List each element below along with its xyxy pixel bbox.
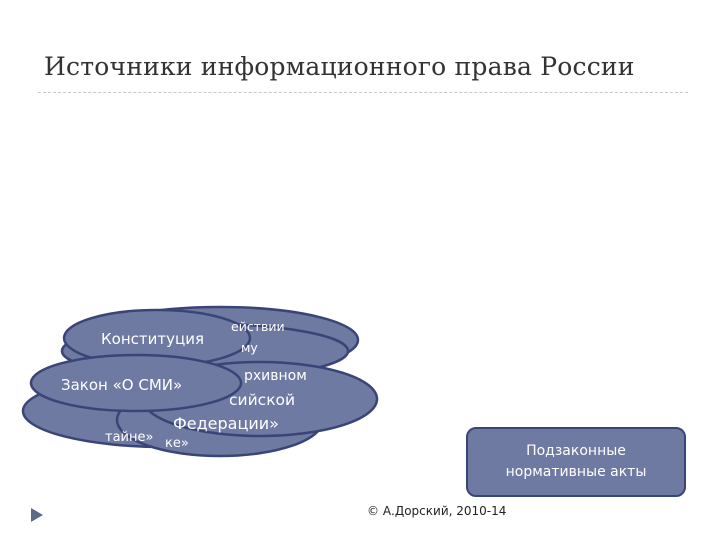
secret-law-fragment-2: ке»	[165, 436, 189, 451]
page-title: Источники информационного права России	[44, 52, 635, 81]
bylaws-box[interactable]	[466, 427, 686, 497]
archive-law-fragment-3: Федерации»	[173, 414, 279, 433]
archive-law-fragment-1: рхивном	[244, 368, 307, 384]
triangle-bullet-icon	[30, 507, 44, 527]
secret-law-fragment-1: тайне»	[105, 430, 154, 445]
ellipse-fragment-1: ействии	[231, 319, 285, 334]
copyright-footer: © А.Дорский, 2010-14	[367, 504, 507, 518]
archive-law-fragment-2: сийской	[229, 391, 296, 409]
bylaws-label: Подзаконные нормативные акты	[505, 443, 647, 480]
constitution-label: Конституция	[101, 330, 204, 348]
ellipse-fragment-2: му	[241, 340, 258, 355]
media-law-label: Закон «О СМИ»	[61, 376, 183, 394]
